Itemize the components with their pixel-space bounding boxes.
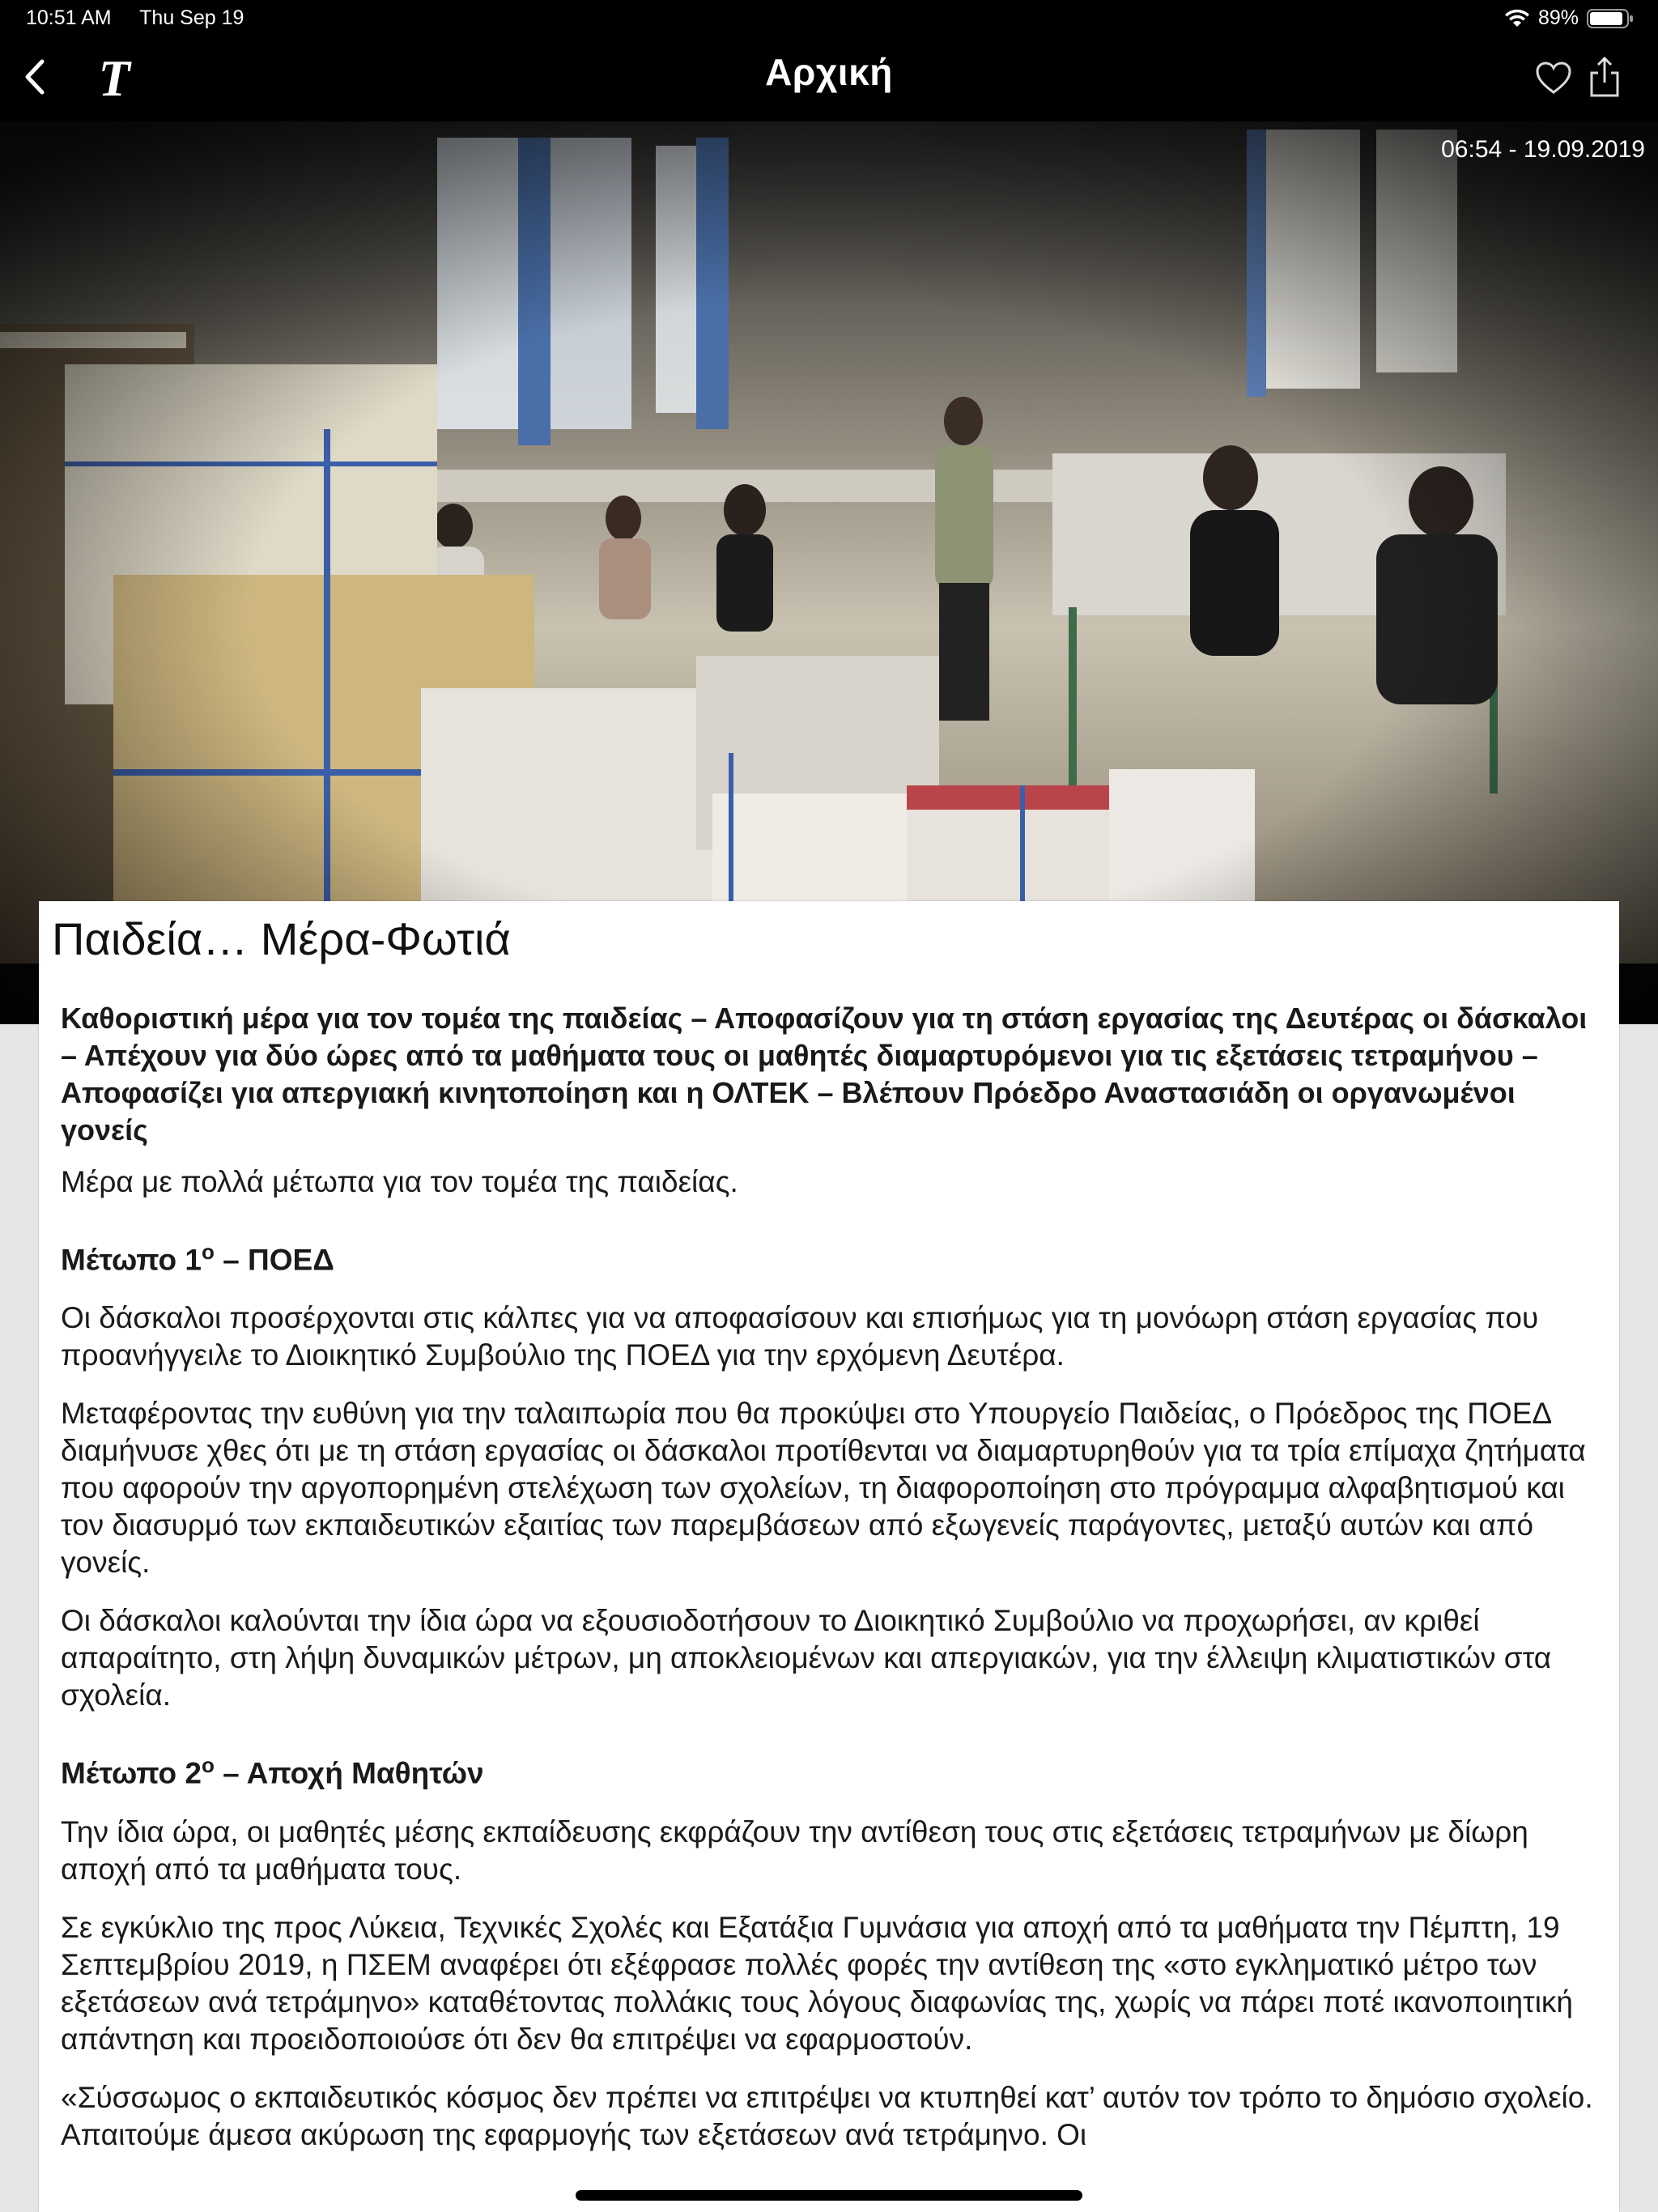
paragraph: Μεταφέροντας την ευθύνη για την ταλαιπωρία που θα προκύψει στο Υπουργείο Παιδείας, ο Πρόεδρος της ΠΟΕΔ διαμήνυσε χθες ότι με τη στάση εργασίας οι δάσκαλοι προτίθενται να διαμαρτυρηθούν για τα τρία επίμαχα ζητήματα που αφορούν την αργοπορημένη στελέχωση των σχολείων, τη διαφοροποίηση στο πρόγραμμα αλφαβητισμού και τον διασυρμό των εκπαιδευτικών εξαιτίας των παρεμβάσεων από εξωγενείς παράγοντες, μεταξύ αυτών και από γονείς. (61, 1397, 1586, 1580)
paragraph: Την ίδια ώρα, οι μαθητές μέσης εκπαίδευσης εκφράζουν την αντίθεση τους στις εξετάσεις τετραμήνων με δίωρη αποχή από τα μαθήματα τους. (61, 1814, 1528, 1886)
navigation-bar (0, 32, 1658, 121)
share-icon[interactable] (1588, 55, 1621, 99)
nav-title: Αρχική (765, 51, 893, 93)
battery-icon (1587, 8, 1634, 29)
battery-percent: 89% (1537, 6, 1579, 29)
article-card (39, 901, 1619, 2212)
status-date: Thu Sep 19 (139, 6, 244, 29)
paragraph: «Σύσσωμος ο εκπαιδευτικός κόσμος δεν πρέπει να επιτρέψει να κτυπηθεί κατ’ αυτόν τον τρόπο το δημόσιο σχολείο. Απαιτούμε άμεσα ακύρωση της εφαρμογής των εξετάσεων ανά τετράμηνο. Οι (61, 2080, 1593, 2151)
paragraph: Σε εγκύκλιο της προς Λύκεια, Τεχνικές Σχολές και Εξατάξια Γυμνάσια για αποχή από τα μαθήματα την Πέμπτη, 19 Σεπτεμβρίου 2019, η ΠΣΕΜ αναφέρει ότι εξέφρασε πολλές φορές την αντίθεση της «στο εγκληματικό μέτρο των εξετάσεων ανά τετράμηνο» καταθέτοντας πολλάκις τους λόγους διαφωνίας της, χωρίς να πάρει ποτέ ικανοποιητική απάντηση και προειδοποιούσε ότι δεν θα επιτρέψει να εφαρμοστούν. (61, 1910, 1573, 2056)
wifi-icon (1504, 9, 1530, 28)
home-indicator[interactable] (576, 2190, 1082, 2201)
favorite-heart-icon[interactable] (1535, 60, 1572, 97)
article-body (61, 1000, 1599, 2175)
status-bar (0, 0, 1658, 32)
article-title: Παιδεία… Μέρα-Φωτιά (52, 913, 511, 964)
paragraph: Οι δάσκαλοι καλούνται την ίδια ώρα να εξουσιοδοτήσουν το Διοικητικό Συμβούλιο να προχωρήσει, αν κριθεί απαραίτητο, στη λήψη δυναμικών μέτρων, μη αποκλειομένων και απεργιακών, για την έλλειψη κλιματιστικών στα σχολεία. (61, 1604, 1552, 1712)
section-heading-1: Μέτωπο $1^o$ – ΠΟΕΔ (61, 1240, 334, 1277)
section-heading-2: Μέτωπο $2^o$ – Αποχή Μαθητών (61, 1753, 484, 1790)
hero-image-area (0, 121, 1658, 1024)
article-lead: Καθοριστική μέρα για τον τομέα της παιδείας – Αποφασίζουν για τη στάση εργασίας της Δευτέρας οι δάσκαλοι – Απέχουν για δύο ώρες από τα μαθήματα τους οι μαθητές διαμαρτυρόμενοι για τις εξετάσεις τετραμήνου – Αποφασίζει για απεργιακή κινητοποίηση και η ΟΛΤΕΚ – Βλέπουν Πρόεδρο Αναστασιάδη οι οργανωμένοι γονείς (61, 1002, 1588, 1146)
classroom-photo (0, 121, 1658, 1024)
paragraph: Οι δάσκαλοι προσέρχονται στις κάλπες για να αποφασίσουν και επισήμως για τη μονόωρη στάση εργασίας που προανήγγειλε το Διοικητικό Συμβούλιο της ΠΟΕΔ για την ερχόμενη Δευτέρα. (61, 1301, 1539, 1372)
article-intro: Μέρα με πολλά μέτωπα για τον τομέα της παιδείας. (61, 1165, 738, 1198)
article-timestamp: 06:54 - 19.09.2019 (1441, 136, 1645, 163)
publication-logo[interactable]: T (98, 49, 130, 107)
status-time: 10:51 AM (26, 6, 112, 29)
